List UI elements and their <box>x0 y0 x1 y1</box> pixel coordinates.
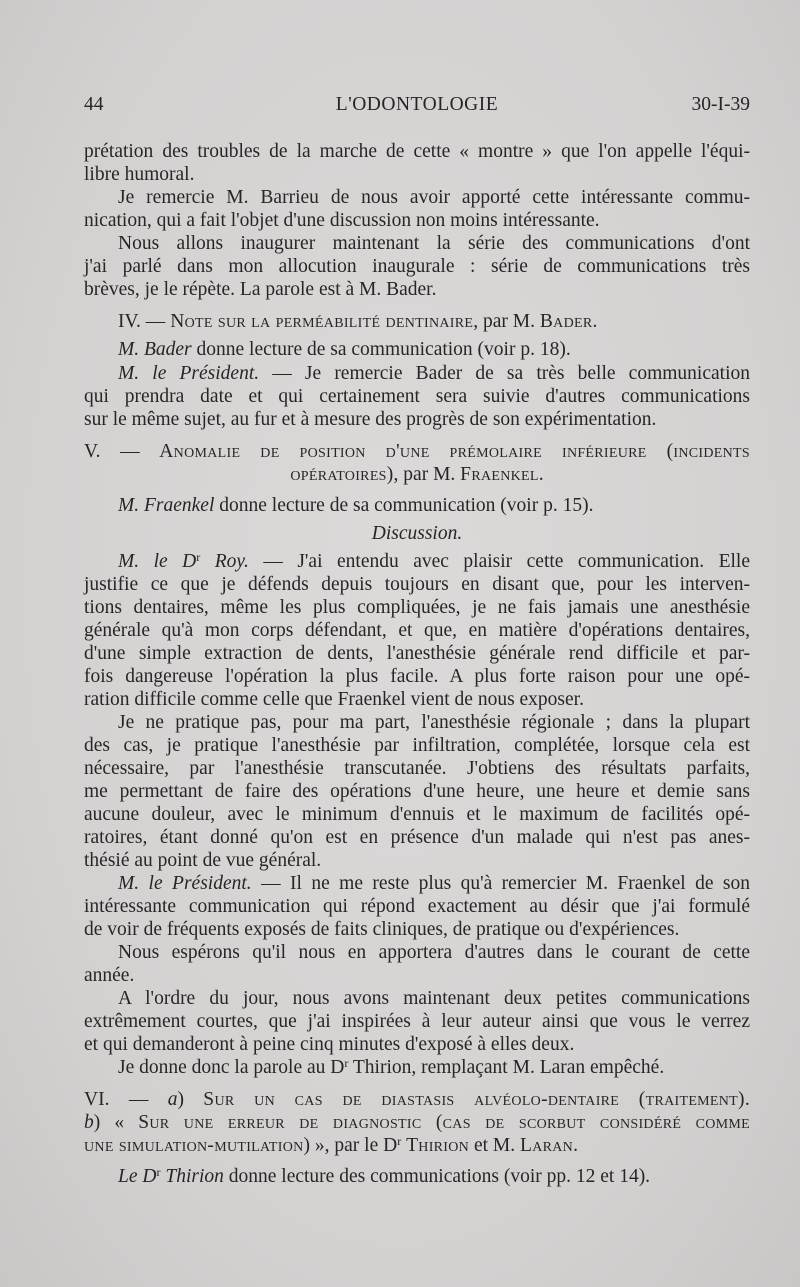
text-segment: thésié au point de vue général. <box>84 850 322 871</box>
text-line <box>84 408 750 431</box>
text-line <box>84 362 750 385</box>
text-segment: r <box>344 1056 349 1070</box>
text-segment: . <box>573 1135 578 1156</box>
text-line <box>84 338 750 361</box>
text-segment: intéressante communication qui répond exactement au désir que j'ai formulé <box>84 896 750 917</box>
text-segment: tions dentaires, même les plus compliquées, je ne fais jamais une anesthésie <box>84 597 750 618</box>
text-line <box>84 780 750 803</box>
text-segment: de voir de fréquents exposés de faits cliniques, de pratique ou d'expériences. <box>84 919 680 940</box>
text-segment: . <box>592 311 598 332</box>
text-segment: Nous espérons qu'il nous en apportera d'autres dans le courant de cette <box>118 942 750 963</box>
journal-title: L'ODONTOLOGIE <box>335 94 499 115</box>
text-segment: nication, qui a fait l'objet d'une discussion non moins intéressante. <box>84 210 600 231</box>
text-line <box>84 964 750 987</box>
text-segment: ration difficile comme celle que Fraenkel vient de nous exposer. <box>84 689 584 710</box>
text-line <box>84 278 750 301</box>
text-segment: fois dangereuse l'opération la plus facile. A plus forte raison pour une opé- <box>84 666 750 687</box>
text-segment: Bader <box>539 311 593 332</box>
text-segment: Sur un cas de diastasis alvéolo-dentaire (traitement). <box>203 1089 750 1110</box>
text-line <box>84 1134 750 1157</box>
text-line <box>84 522 750 545</box>
text-segment: ) », par le D <box>303 1135 398 1156</box>
text-segment: — J'ai entendu avec plaisir cette communication. Elle <box>248 551 750 572</box>
text-line <box>84 1010 750 1033</box>
text-line <box>84 918 750 941</box>
text-segment: — Je remercie Bader de sa très belle communication <box>259 363 750 384</box>
text-segment: une simulation-mutilation <box>84 1135 304 1156</box>
text-segment: Anomalie de position d'une prémolaire inférieure (incidents <box>159 441 750 462</box>
text-segment: ratoires, étant donné qu'on est en présence d'un malade qui n'est pas anes- <box>84 827 750 848</box>
text-line <box>84 941 750 964</box>
text-line <box>84 665 750 688</box>
text-line <box>84 186 750 209</box>
text-segment: générale qu'à mon corps défendant, et que, en matière d'opérations dentaires, <box>84 620 750 641</box>
text-segment: prétation des troubles de la marche de cette « montre » que l'on appelle l'équi- <box>84 141 750 162</box>
text-line <box>84 711 750 734</box>
text-segment: j'ai parlé dans mon allocution inaugurale : série de communications très <box>84 256 750 277</box>
text-line <box>84 573 750 596</box>
text-segment: ) <box>177 1089 204 1110</box>
text-segment: Je ne pratique pas, pour ma part, l'anesthésie régionale ; dans la plupart <box>118 712 750 733</box>
text-segment: justifie ce que je défends depuis toujours en disant que, pour les interven- <box>84 574 750 595</box>
text-segment: Thirion <box>160 1166 224 1187</box>
text-segment: qui prendra date et qui certainement sera suivie d'autres communications <box>84 386 750 407</box>
text-line <box>84 826 750 849</box>
text-segment: nécessaire, par l'anesthésie transcutanée. J'obtiens des résultats parfaits, <box>84 758 750 779</box>
text-segment: des cas, je pratique l'anesthésie par infiltration, complétée, lorsque cela est <box>84 735 750 756</box>
text-segment: brèves, je le répète. La parole est à M. Bader. <box>84 279 437 300</box>
text-line <box>84 803 750 826</box>
text-segment: Roy. <box>200 551 249 572</box>
text-line <box>84 1033 750 1056</box>
text-segment: Sur une erreur de diagnostic (cas de scorbut considéré comme <box>138 1112 750 1133</box>
text-segment: Discussion. <box>371 523 463 544</box>
text-line <box>84 163 750 186</box>
text-segment: sur le même sujet, au fur et à mesure des progrès de son expérimentation. <box>84 409 657 430</box>
text-segment: — Il ne me reste plus qu'à remercier M. Fraenkel de son <box>251 873 750 894</box>
issue-date: 30-I-39 <box>691 94 750 115</box>
text-line <box>84 140 750 163</box>
text-segment: Je donne donc la parole au D <box>118 1057 345 1078</box>
text-segment: M. Fraenkel <box>118 495 215 516</box>
text-segment: M. Bader <box>118 339 192 360</box>
text-line <box>84 463 750 486</box>
text-line <box>84 619 750 642</box>
text-segment: r <box>397 1134 402 1148</box>
text-line <box>84 550 750 573</box>
text-segment: ) « <box>93 1112 139 1133</box>
text-line <box>84 232 750 255</box>
text-segment: Fraenkel <box>460 464 539 485</box>
text-segment: et qui demanderont à peine cinq minutes d'exposé à elles deux. <box>84 1034 575 1055</box>
text-line <box>84 757 750 780</box>
text-segment: donne lecture de sa communication (voir p. 18). <box>191 339 571 360</box>
text-line <box>84 872 750 895</box>
text-segment: IV. — <box>118 311 171 332</box>
text-segment: M. le Président. <box>118 363 260 384</box>
text-segment: b <box>84 1112 94 1133</box>
text-segment: donne lecture des communications (voir pp. 12 et 14). <box>223 1166 651 1187</box>
text-segment: Je remercie M. Barrieu de nous avoir apporté cette intéressante commu- <box>118 187 750 208</box>
text-segment: M. le Président. <box>118 873 252 894</box>
text-line <box>84 310 750 333</box>
text-line <box>84 1111 750 1134</box>
text-segment: Nous allons inaugurer maintenant la série des communications d'ont <box>118 233 750 254</box>
page-number: 44 <box>84 94 104 115</box>
text-line <box>84 596 750 619</box>
text-segment: Laran <box>520 1135 574 1156</box>
text-segment: Le D <box>118 1166 157 1187</box>
text-segment: VI. — <box>84 1089 168 1110</box>
text-line <box>84 209 750 232</box>
text-line <box>84 688 750 711</box>
text-line <box>84 849 750 872</box>
text-line <box>84 255 750 278</box>
text-line <box>84 987 750 1010</box>
text-segment: M. le D <box>118 551 197 572</box>
text-segment: , par M. <box>393 464 461 485</box>
text-line <box>84 440 750 463</box>
text-segment: aucune douleur, avec le minimum d'ennuis et le maximum de facilités opé- <box>84 804 750 825</box>
text-line <box>84 734 750 757</box>
text-segment: , par M. <box>473 311 540 332</box>
text-segment: Thirion <box>406 1135 470 1156</box>
text-segment: donne lecture de sa communication (voir p. 15). <box>214 495 594 516</box>
text-line <box>84 895 750 918</box>
text-segment: libre humoral. <box>84 164 195 185</box>
text-line <box>84 1056 750 1079</box>
text-line <box>84 642 750 665</box>
text-segment: d'une simple extraction de dents, l'anesthésie générale rend difficile et par- <box>84 643 750 664</box>
text-segment: Thirion, remplaçant M. Laran empêché. <box>348 1057 665 1078</box>
text-segment: Note sur la perméabilité dentinaire <box>170 311 474 332</box>
text-line <box>84 1088 750 1111</box>
text-segment: extrêmement courtes, que j'ai inspirées à leur auteur ainsi que vous le verrez <box>84 1011 750 1032</box>
text-segment: . <box>538 464 544 485</box>
text-segment: r <box>196 550 201 564</box>
text-segment: année. <box>84 965 135 986</box>
text-line <box>84 494 750 517</box>
text-segment: A l'ordre du jour, nous avons maintenant deux petites communications <box>118 988 750 1009</box>
text-line <box>84 1165 750 1188</box>
text-segment: a <box>167 1089 178 1110</box>
text-segment: me permettant de faire des opérations d'une heure, une heure et demie sans <box>84 781 750 802</box>
text-line <box>84 385 750 408</box>
text-segment: V. — <box>84 441 160 462</box>
text-segment: et M. <box>469 1135 521 1156</box>
text-segment: opératoires) <box>290 464 394 485</box>
text-segment: r <box>156 1165 161 1179</box>
